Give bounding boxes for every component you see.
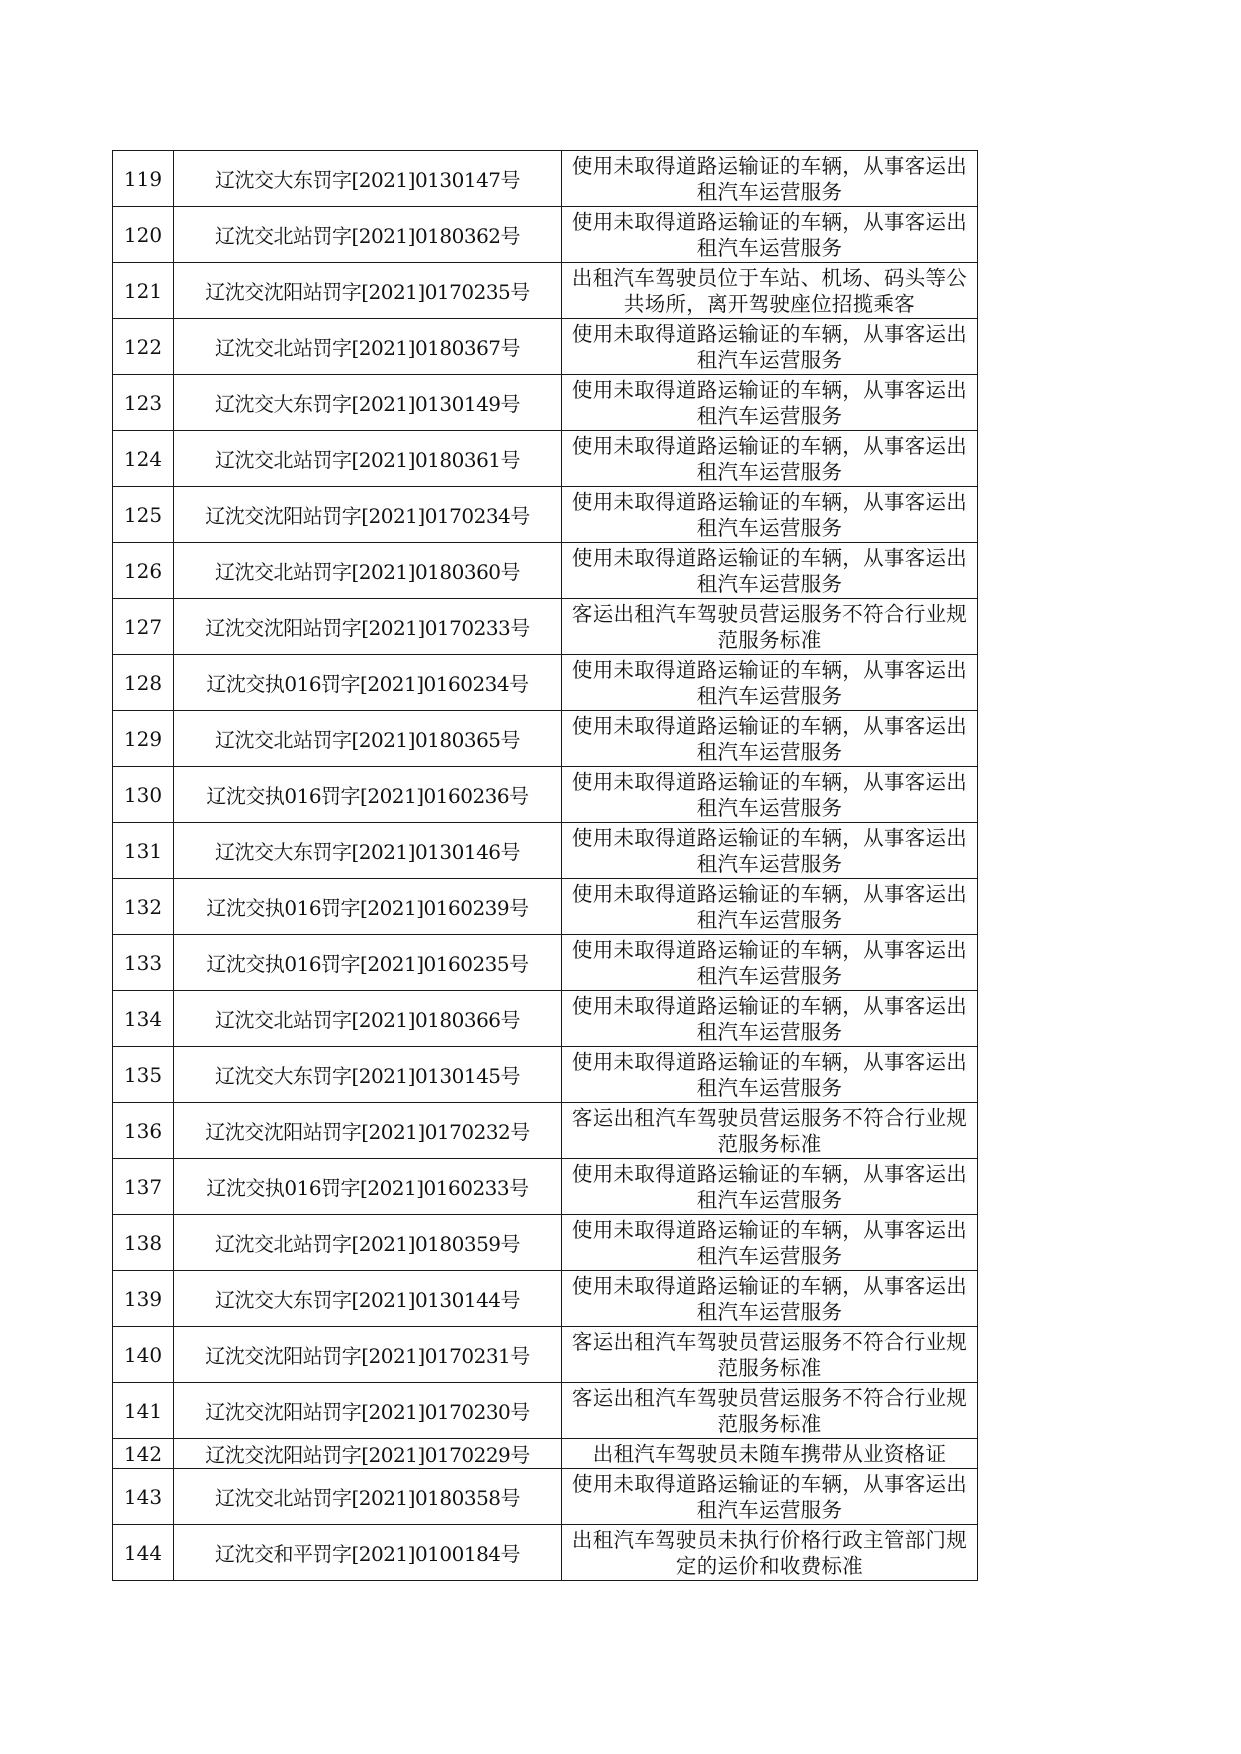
violation-description-cell: 使用未取得道路运输证的车辆，从事客运出租汽车运营服务 bbox=[562, 935, 978, 991]
table-row bbox=[113, 1271, 978, 1327]
violation-description-cell: 客运出租汽车驾驶员营运服务不符合行业规范服务标准 bbox=[562, 1327, 978, 1383]
violation-description-cell: 使用未取得道路运输证的车辆，从事客运出租汽车运营服务 bbox=[562, 151, 978, 207]
violation-description-cell: 使用未取得道路运输证的车辆，从事客运出租汽车运营服务 bbox=[562, 1469, 978, 1525]
table-row bbox=[113, 1439, 978, 1469]
decision-document-number-cell: 辽沈交大东罚字[2021]0130149号 bbox=[174, 375, 562, 431]
record-number-cell: 140 bbox=[113, 1327, 174, 1383]
record-number-cell: 129 bbox=[113, 711, 174, 767]
table-row bbox=[113, 767, 978, 823]
violation-description-cell: 客运出租汽车驾驶员营运服务不符合行业规范服务标准 bbox=[562, 1383, 978, 1439]
table-row bbox=[113, 935, 978, 991]
decision-document-number-cell: 辽沈交沈阳站罚字[2021]0170230号 bbox=[174, 1383, 562, 1439]
violation-description-cell: 使用未取得道路运输证的车辆，从事客运出租汽车运营服务 bbox=[562, 319, 978, 375]
violation-description-cell: 使用未取得道路运输证的车辆，从事客运出租汽车运营服务 bbox=[562, 375, 978, 431]
decision-document-number-cell: 辽沈交北站罚字[2021]0180361号 bbox=[174, 431, 562, 487]
decision-document-number-cell: 辽沈交大东罚字[2021]0130147号 bbox=[174, 151, 562, 207]
violation-description-cell: 使用未取得道路运输证的车辆，从事客运出租汽车运营服务 bbox=[562, 543, 978, 599]
decision-document-number-cell: 辽沈交大东罚字[2021]0130146号 bbox=[174, 823, 562, 879]
violation-description-cell: 使用未取得道路运输证的车辆，从事客运出租汽车运营服务 bbox=[562, 207, 978, 263]
decision-document-number-cell: 辽沈交沈阳站罚字[2021]0170232号 bbox=[174, 1103, 562, 1159]
violation-description-cell: 使用未取得道路运输证的车辆，从事客运出租汽车运营服务 bbox=[562, 655, 978, 711]
record-number-cell: 120 bbox=[113, 207, 174, 263]
decision-document-number-cell: 辽沈交北站罚字[2021]0180365号 bbox=[174, 711, 562, 767]
table-row bbox=[113, 1215, 978, 1271]
record-number-cell: 133 bbox=[113, 935, 174, 991]
record-number-cell: 126 bbox=[113, 543, 174, 599]
table-row bbox=[113, 599, 978, 655]
decision-document-number-cell: 辽沈交北站罚字[2021]0180366号 bbox=[174, 991, 562, 1047]
record-number-cell: 121 bbox=[113, 263, 174, 319]
violation-description-cell: 使用未取得道路运输证的车辆，从事客运出租汽车运营服务 bbox=[562, 1159, 978, 1215]
decision-document-number-cell: 辽沈交沈阳站罚字[2021]0170231号 bbox=[174, 1327, 562, 1383]
table-row bbox=[113, 1103, 978, 1159]
violation-description-cell: 客运出租汽车驾驶员营运服务不符合行业规范服务标准 bbox=[562, 1103, 978, 1159]
violation-description-cell: 出租汽车驾驶员未执行价格行政主管部门规定的运价和收费标准 bbox=[562, 1525, 978, 1581]
record-number-cell: 127 bbox=[113, 599, 174, 655]
violation-description-cell: 出租汽车驾驶员未随车携带从业资格证 bbox=[562, 1439, 978, 1469]
decision-document-number-cell: 辽沈交和平罚字[2021]0100184号 bbox=[174, 1525, 562, 1581]
record-number-cell: 136 bbox=[113, 1103, 174, 1159]
table-row bbox=[113, 879, 978, 935]
record-number-cell: 138 bbox=[113, 1215, 174, 1271]
record-number-cell: 134 bbox=[113, 991, 174, 1047]
table-row bbox=[113, 991, 978, 1047]
decision-document-number-cell: 辽沈交大东罚字[2021]0130145号 bbox=[174, 1047, 562, 1103]
record-number-cell: 135 bbox=[113, 1047, 174, 1103]
record-number-cell: 124 bbox=[113, 431, 174, 487]
table-row bbox=[113, 431, 978, 487]
decision-document-number-cell: 辽沈交执016罚字[2021]0160234号 bbox=[174, 655, 562, 711]
record-number-cell: 128 bbox=[113, 655, 174, 711]
record-number-cell: 137 bbox=[113, 1159, 174, 1215]
decision-document-number-cell: 辽沈交执016罚字[2021]0160236号 bbox=[174, 767, 562, 823]
table-row bbox=[113, 487, 978, 543]
record-number-cell: 125 bbox=[113, 487, 174, 543]
decision-document-number-cell: 辽沈交北站罚字[2021]0180359号 bbox=[174, 1215, 562, 1271]
decision-document-number-cell: 辽沈交执016罚字[2021]0160233号 bbox=[174, 1159, 562, 1215]
violation-description-cell: 客运出租汽车驾驶员营运服务不符合行业规范服务标准 bbox=[562, 599, 978, 655]
table-row bbox=[113, 1327, 978, 1383]
penalty-records-table bbox=[112, 150, 978, 1581]
decision-document-number-cell: 辽沈交北站罚字[2021]0180367号 bbox=[174, 319, 562, 375]
record-number-cell: 130 bbox=[113, 767, 174, 823]
table-row bbox=[113, 1383, 978, 1439]
record-number-cell: 144 bbox=[113, 1525, 174, 1581]
record-number-cell: 122 bbox=[113, 319, 174, 375]
record-number-cell: 139 bbox=[113, 1271, 174, 1327]
record-number-cell: 123 bbox=[113, 375, 174, 431]
record-number-cell: 141 bbox=[113, 1383, 174, 1439]
table-row bbox=[113, 1047, 978, 1103]
decision-document-number-cell: 辽沈交北站罚字[2021]0180362号 bbox=[174, 207, 562, 263]
violation-description-cell: 使用未取得道路运输证的车辆，从事客运出租汽车运营服务 bbox=[562, 431, 978, 487]
decision-document-number-cell: 辽沈交沈阳站罚字[2021]0170234号 bbox=[174, 487, 562, 543]
table-row bbox=[113, 1159, 978, 1215]
table-row bbox=[113, 375, 978, 431]
table-row bbox=[113, 151, 978, 207]
violation-description-cell: 出租汽车驾驶员位于车站、机场、码头等公共场所，离开驾驶座位招揽乘客 bbox=[562, 263, 978, 319]
violation-description-cell: 使用未取得道路运输证的车辆，从事客运出租汽车运营服务 bbox=[562, 487, 978, 543]
table-row bbox=[113, 1469, 978, 1525]
record-number-cell: 132 bbox=[113, 879, 174, 935]
table-row bbox=[113, 1525, 978, 1581]
violation-description-cell: 使用未取得道路运输证的车辆，从事客运出租汽车运营服务 bbox=[562, 1047, 978, 1103]
table-row bbox=[113, 263, 978, 319]
violation-description-cell: 使用未取得道路运输证的车辆，从事客运出租汽车运营服务 bbox=[562, 767, 978, 823]
table-row bbox=[113, 823, 978, 879]
violation-description-cell: 使用未取得道路运输证的车辆，从事客运出租汽车运营服务 bbox=[562, 711, 978, 767]
decision-document-number-cell: 辽沈交沈阳站罚字[2021]0170229号 bbox=[174, 1439, 562, 1469]
table-row bbox=[113, 655, 978, 711]
decision-document-number-cell: 辽沈交沈阳站罚字[2021]0170233号 bbox=[174, 599, 562, 655]
decision-document-number-cell: 辽沈交北站罚字[2021]0180360号 bbox=[174, 543, 562, 599]
decision-document-number-cell: 辽沈交沈阳站罚字[2021]0170235号 bbox=[174, 263, 562, 319]
record-number-cell: 119 bbox=[113, 151, 174, 207]
decision-document-number-cell: 辽沈交北站罚字[2021]0180358号 bbox=[174, 1469, 562, 1525]
decision-document-number-cell: 辽沈交执016罚字[2021]0160239号 bbox=[174, 879, 562, 935]
decision-document-number-cell: 辽沈交大东罚字[2021]0130144号 bbox=[174, 1271, 562, 1327]
violation-description-cell: 使用未取得道路运输证的车辆，从事客运出租汽车运营服务 bbox=[562, 991, 978, 1047]
table-row bbox=[113, 207, 978, 263]
violation-description-cell: 使用未取得道路运输证的车辆，从事客运出租汽车运营服务 bbox=[562, 879, 978, 935]
table-row bbox=[113, 543, 978, 599]
record-number-cell: 131 bbox=[113, 823, 174, 879]
violation-description-cell: 使用未取得道路运输证的车辆，从事客运出租汽车运营服务 bbox=[562, 823, 978, 879]
violation-description-cell: 使用未取得道路运输证的车辆，从事客运出租汽车运营服务 bbox=[562, 1215, 978, 1271]
record-number-cell: 142 bbox=[113, 1439, 174, 1469]
decision-document-number-cell: 辽沈交执016罚字[2021]0160235号 bbox=[174, 935, 562, 991]
penalty-records-body bbox=[113, 151, 978, 1581]
table-row bbox=[113, 319, 978, 375]
violation-description-cell: 使用未取得道路运输证的车辆，从事客运出租汽车运营服务 bbox=[562, 1271, 978, 1327]
table-row bbox=[113, 711, 978, 767]
record-number-cell: 143 bbox=[113, 1469, 174, 1525]
